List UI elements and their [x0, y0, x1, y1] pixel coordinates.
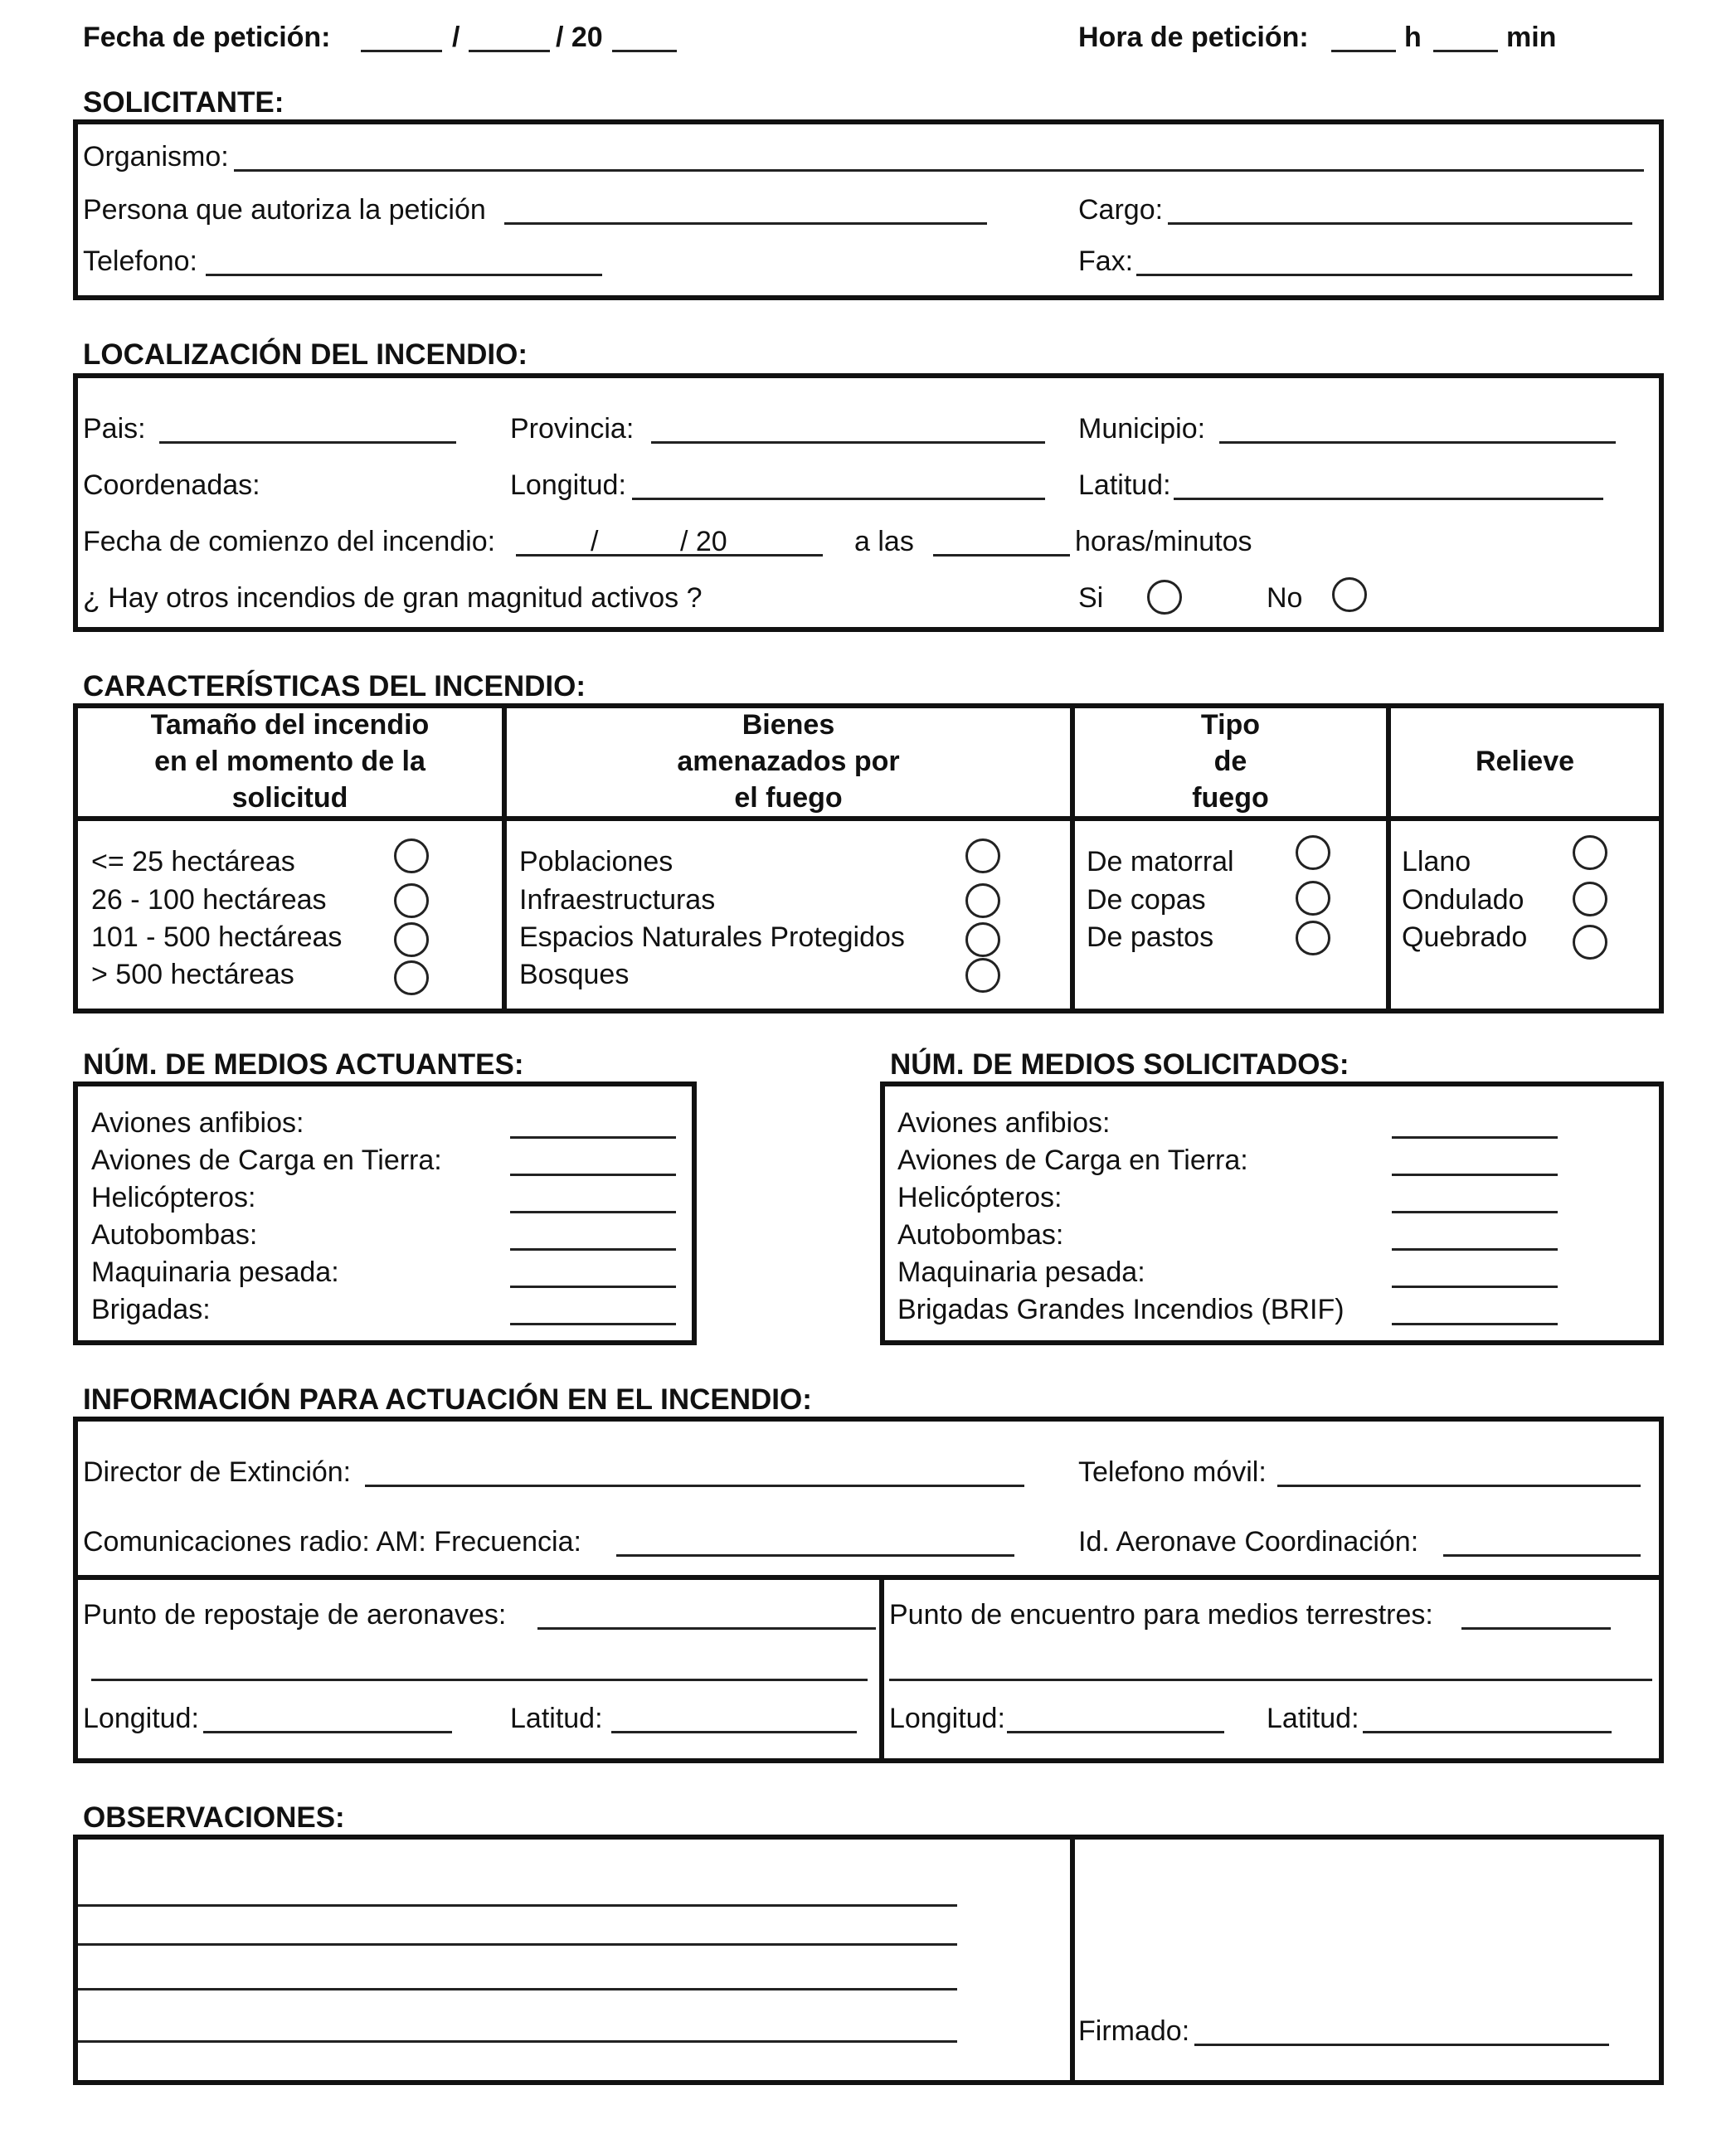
provincia-label: Provincia: [510, 413, 635, 445]
fecha-peticion-day-field[interactable] [361, 50, 442, 52]
provincia-field[interactable] [651, 441, 1045, 444]
solicitados-field-3[interactable] [1392, 1211, 1558, 1213]
fecha-peticion-label: Fecha de petición: [83, 22, 331, 53]
actuantes-item-2: Aviones de Carga en Tierra: [91, 1145, 442, 1176]
actuantes-item-6: Brigadas: [91, 1294, 211, 1325]
repostaje-longitud-label: Longitud: [83, 1703, 199, 1734]
observaciones-line-1[interactable] [78, 1904, 957, 1907]
comunicaciones-label: Comunicaciones radio: AM: Frecuencia: [83, 1526, 581, 1558]
header-tamano-line3: solicitud [231, 782, 348, 814]
tamano-option-3: 101 - 500 hectáreas [91, 921, 343, 953]
localizacion-title: LOCALIZACIÓN DEL INCENDIO: [83, 338, 528, 371]
tamano-option-4: > 500 hectáreas [91, 959, 294, 990]
header-bienes-line2: amenazados por [677, 746, 900, 777]
persona-autoriza-label: Persona que autoriza la petición [83, 194, 486, 226]
tamano-radio-1[interactable] [394, 838, 429, 873]
actuantes-item-1: Aviones anfibios: [91, 1107, 304, 1139]
relieve-option-3: Quebrado [1402, 921, 1528, 953]
tamano-radio-2[interactable] [394, 883, 429, 918]
bienes-option-3: Espacios Naturales Protegidos [519, 921, 905, 953]
tipo-radio-1[interactable] [1296, 835, 1330, 870]
tamano-radio-4[interactable] [394, 960, 429, 995]
a-las-label: a las [854, 526, 914, 557]
encuentro-latitud-field[interactable] [1363, 1731, 1612, 1733]
bienes-radio-2[interactable] [965, 883, 1000, 918]
persona-autoriza-field[interactable] [504, 222, 987, 225]
fecha-comienzo-field[interactable] [516, 554, 823, 557]
encuentro-field-2[interactable] [889, 1679, 1652, 1681]
repostaje-field-2[interactable] [91, 1679, 868, 1681]
no-radio[interactable] [1332, 577, 1367, 612]
actuantes-field-2[interactable] [510, 1174, 676, 1176]
telefono-movil-field[interactable] [1277, 1485, 1641, 1487]
si-radio[interactable] [1147, 580, 1182, 615]
hora-peticion-h: h [1404, 22, 1422, 53]
tipo-option-1: De matorral [1087, 846, 1234, 877]
medios-solicitados-title: NÚM. DE MEDIOS SOLICITADOS: [890, 1048, 1349, 1081]
repostaje-latitud-label: Latitud: [510, 1703, 603, 1734]
header-tipo-line1: Tipo [1200, 709, 1261, 741]
cargo-field[interactable] [1168, 222, 1632, 225]
repostaje-field[interactable] [537, 1627, 876, 1630]
header-bienes [507, 707, 1070, 816]
header-tamano [78, 707, 502, 816]
header-tipo-line3: fuego [1192, 782, 1269, 814]
no-label: No [1267, 582, 1303, 614]
solicitados-item-4: Autobombas: [897, 1219, 1064, 1251]
tamano-option-2: 26 - 100 hectáreas [91, 884, 327, 916]
organismo-label: Organismo: [83, 141, 229, 173]
fecha-comienzo-label: Fecha de comienzo del incendio: [83, 526, 496, 557]
tamano-option-1: <= 25 hectáreas [91, 846, 295, 877]
header-relieve: Relieve [1475, 746, 1575, 777]
fecha-peticion-year-field[interactable] [612, 50, 677, 52]
observaciones-line-3[interactable] [78, 1988, 957, 1990]
actuantes-field-3[interactable] [510, 1211, 676, 1213]
telefono-field[interactable] [206, 274, 602, 276]
bienes-radio-4[interactable] [965, 958, 1000, 993]
fax-field[interactable] [1136, 274, 1632, 276]
tamano-radio-3[interactable] [394, 922, 429, 957]
organismo-field[interactable] [234, 169, 1644, 172]
telefono-movil-label: Telefono móvil: [1078, 1456, 1267, 1488]
loc-longitud-field[interactable] [632, 498, 1045, 500]
hora-comienzo-field[interactable] [933, 554, 1070, 557]
relieve-option-2: Ondulado [1402, 884, 1524, 916]
frecuencia-field[interactable] [616, 1554, 1014, 1557]
hora-peticion-label: Hora de petición: [1078, 22, 1309, 53]
repostaje-longitud-field[interactable] [203, 1731, 452, 1733]
hora-peticion-min-field[interactable] [1433, 50, 1498, 52]
observaciones-line-2[interactable] [78, 1943, 957, 1946]
repostaje-label: Punto de repostaje de aeronaves: [83, 1599, 507, 1631]
relieve-radio-3[interactable] [1573, 925, 1607, 960]
loc-latitud-field[interactable] [1174, 498, 1603, 500]
otros-incendios-label: ¿ Hay otros incendios de gran magnitud activos ? [83, 582, 703, 614]
solicitados-field-6[interactable] [1392, 1323, 1558, 1325]
solicitados-item-2: Aviones de Carga en Tierra: [897, 1145, 1248, 1176]
encuentro-longitud-label: Longitud: [889, 1703, 1005, 1734]
bienes-option-1: Poblaciones [519, 846, 673, 877]
actuantes-item-4: Autobombas: [91, 1219, 258, 1251]
actuantes-item-5: Maquinaria pesada: [91, 1256, 339, 1288]
si-label: Si [1078, 582, 1104, 614]
header-bienes-line3: el fuego [734, 782, 843, 814]
solicitados-item-6: Brigadas Grandes Incendios (BRIF) [897, 1294, 1345, 1325]
tipo-option-3: De pastos [1087, 921, 1214, 953]
telefono-label: Telefono: [83, 245, 197, 277]
encuentro-label: Punto de encuentro para medios terrestres: [889, 1599, 1433, 1631]
actuantes-field-4[interactable] [510, 1248, 676, 1251]
caracteristicas-title: CARACTERÍSTICAS DEL INCENDIO: [83, 670, 586, 702]
observaciones-title: OBSERVACIONES: [83, 1801, 345, 1834]
actuantes-item-3: Helicópteros: [91, 1182, 256, 1213]
fecha-comienzo-sep2: / 20 [680, 526, 727, 557]
loc-latitud-label: Latitud: [1078, 469, 1171, 501]
hora-peticion-min: min [1506, 22, 1557, 53]
actuantes-field-6[interactable] [510, 1323, 676, 1325]
municipio-field[interactable] [1219, 441, 1616, 444]
observaciones-line-4[interactable] [78, 2040, 957, 2043]
header-bienes-line1: Bienes [742, 709, 835, 741]
actuantes-field-1[interactable] [510, 1136, 676, 1139]
actuacion-title: INFORMACIÓN PARA ACTUACIÓN EN EL INCENDIO: [83, 1383, 812, 1416]
header-tamano-line2: en el momento de la [154, 746, 425, 777]
solicitante-title: SOLICITANTE: [83, 86, 284, 119]
aeronave-label: Id. Aeronave Coordinación: [1078, 1526, 1419, 1558]
medios-actuantes-title: NÚM. DE MEDIOS ACTUANTES: [83, 1048, 524, 1081]
pais-label: Pais: [83, 413, 146, 445]
cargo-label: Cargo: [1078, 194, 1164, 226]
firmado-field[interactable] [1194, 2044, 1609, 2046]
actuantes-field-5[interactable] [510, 1286, 676, 1288]
tipo-radio-3[interactable] [1296, 921, 1330, 955]
observaciones-divider [1070, 1835, 1075, 2085]
pais-field[interactable] [159, 441, 456, 444]
solicitados-field-2[interactable] [1392, 1174, 1558, 1176]
tipo-option-2: De copas [1087, 884, 1206, 916]
actuacion-divider-h [73, 1575, 1664, 1580]
horas-minutos-label: horas/minutos [1075, 526, 1252, 557]
director-field[interactable] [365, 1485, 1024, 1487]
municipio-label: Municipio: [1078, 413, 1206, 445]
solicitados-item-1: Aviones anfibios: [897, 1107, 1111, 1139]
header-tipo-line2: de [1213, 746, 1247, 777]
caracteristicas-header-divider [73, 816, 1664, 821]
bienes-radio-1[interactable] [965, 838, 1000, 873]
solicitados-field-5[interactable] [1392, 1286, 1558, 1288]
encuentro-field[interactable] [1461, 1627, 1611, 1630]
aeronave-field[interactable] [1443, 1554, 1641, 1557]
fecha-peticion-sep2: / 20 [556, 22, 603, 53]
tipo-radio-2[interactable] [1296, 881, 1330, 916]
bienes-option-2: Infraestructuras [519, 884, 716, 916]
fax-label: Fax: [1078, 245, 1134, 277]
coordenadas-label: Coordenadas: [83, 469, 260, 501]
bienes-radio-3[interactable] [965, 922, 1000, 957]
hora-peticion-hours-field[interactable] [1331, 50, 1396, 52]
fecha-peticion-sep1: / [452, 22, 460, 53]
fecha-peticion-month-field[interactable] [469, 50, 550, 52]
director-label: Director de Extinción: [83, 1456, 352, 1488]
actuacion-divider-v [879, 1575, 884, 1763]
header-tamano-line1: Tamaño del incendio [150, 709, 430, 741]
header-tipo-fuego [1075, 707, 1386, 816]
loc-longitud-label: Longitud: [510, 469, 626, 501]
relieve-option-1: Llano [1402, 846, 1471, 877]
observaciones-box [73, 1835, 1664, 2085]
solicitados-field-4[interactable] [1392, 1248, 1558, 1251]
solicitados-item-3: Helicópteros: [897, 1182, 1063, 1213]
encuentro-latitud-label: Latitud: [1267, 1703, 1359, 1734]
repostaje-latitud-field[interactable] [611, 1731, 857, 1733]
bienes-option-4: Bosques [519, 959, 630, 990]
relieve-radio-2[interactable] [1573, 882, 1607, 916]
firmado-label: Firmado: [1078, 2015, 1190, 2047]
relieve-radio-1[interactable] [1573, 835, 1607, 870]
solicitados-field-1[interactable] [1392, 1136, 1558, 1139]
fecha-comienzo-sep1: / [591, 526, 599, 557]
encuentro-longitud-field[interactable] [1007, 1731, 1224, 1733]
solicitados-item-5: Maquinaria pesada: [897, 1256, 1145, 1288]
